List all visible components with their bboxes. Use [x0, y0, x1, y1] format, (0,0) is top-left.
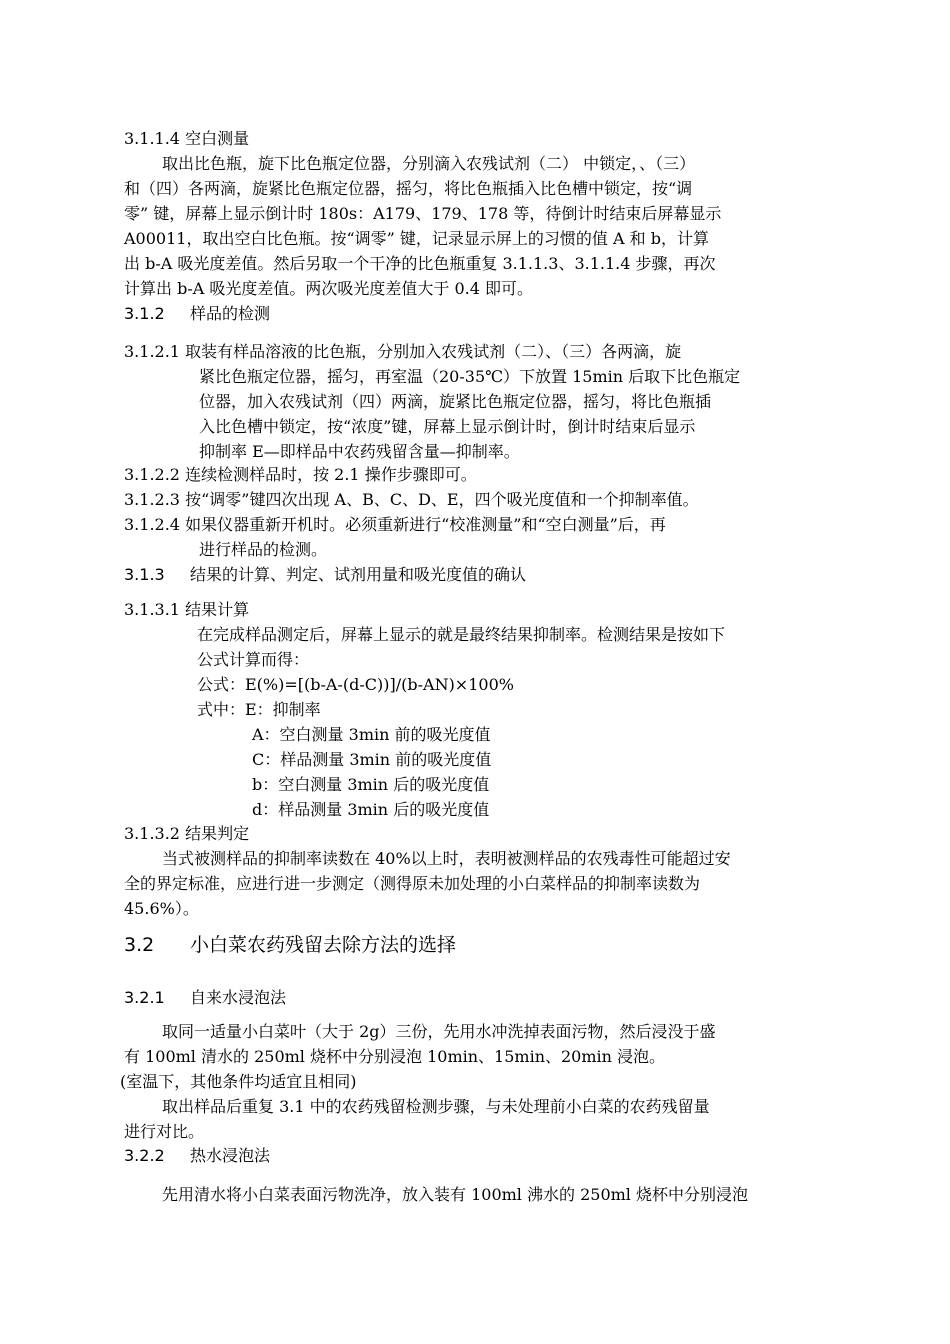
paragraph-line: 零” 键，屏幕上显示倒计时 180s：A179、179、178 等，待倒计时结束后屏幕显示 — [124, 204, 722, 223]
paragraph-line: 先用清水将小白菜表面污物洗净，放入装有 100ml 沸水的 250ml 烧杯中分别浸泡 — [162, 1185, 749, 1204]
section-number: 3.1.2 — [124, 304, 165, 323]
paragraph-line: 进行对比。 — [124, 1122, 205, 1141]
item-3124-line — [124, 512, 666, 537]
paragraph-line: (室温下，其他条件均适宜且相同) — [120, 1072, 357, 1091]
item-3121-line: 抑制率 E—即样品中农药残留含量—抑制率。 — [199, 442, 520, 461]
item-number: 3.1.2.2 — [124, 465, 180, 484]
formula-where: 式中：E：抑制率 — [197, 700, 321, 719]
item-number: 3.1.2.1 — [124, 342, 180, 361]
paragraph-line: 公式计算而得： — [197, 650, 310, 669]
item-3121-line: 入比色槽中锁定，按“浓度”键，屏幕上显示倒计时，倒计时结束后显示 — [199, 417, 696, 436]
paragraph-line: 取同一适量小白菜叶（大于 2g）三份，先用水冲洗掉表面污物，然后浸没于盛 — [162, 1022, 716, 1041]
paragraph-line: 全的界定标准，应进行进一步测定（测得原未加处理的小白菜样品的抑制率读数为 — [124, 874, 701, 893]
section-3114-heading: 3.1.1.4 空白测量 — [124, 129, 250, 148]
section-title: 小白菜农药残留去除方法的选择 — [190, 934, 457, 956]
section-title: 热水浸泡法 — [190, 1146, 271, 1165]
formula: 公式：E(%)=[(b-A-(d-C))]/(b-AN)×100% — [197, 675, 514, 694]
section-title: 自来水浸泡法 — [190, 988, 287, 1007]
section-title: 样品的检测 — [190, 304, 271, 323]
section-number: 3.2.2 — [124, 1146, 165, 1165]
paragraph-line: 取出样品后重复 3.1 中的农药残留检测步骤，与未处理前小白菜的农药残留量 — [162, 1097, 710, 1116]
section-number: 3.1.3 — [124, 565, 165, 584]
item-3121-line: 位器，加入农残试剂（四）两滴，旋紧比色瓶定位器，摇匀，将比色瓶插 — [199, 392, 712, 411]
paragraph-line: 和（四）各两滴，旋紧比色瓶定位器，摇匀，将比色瓶插入比色槽中锁定，按“调 — [124, 179, 693, 198]
paragraph-line: A00011，取出空白比色瓶。按“调零” 键，记录显示屏上的习惯的值 A 和 b，计算 — [124, 229, 709, 248]
item-text: 连续检测样品时，按 2.1 操作步骤即可。 — [185, 465, 477, 484]
paragraph-line: 在完成样品测定后，屏幕上显示的就是最终结果抑制率。检测结果是按如下 — [197, 625, 726, 644]
item-3121-line: 紧比色瓶定位器，摇匀，再室温（20-35℃）下放置 15min 后取下比色瓶定 — [199, 367, 741, 386]
section-313-heading — [124, 562, 526, 587]
formula-def: A：空白测量 3min 前的吸光度值 — [252, 725, 491, 744]
paragraph-line: 取出比色瓶，旋下比色瓶定位器，分别滴入农残试剂（二） 中锁定，、（三） — [162, 154, 696, 173]
paragraph-line: 45.6%）。 — [124, 899, 199, 918]
item-number: 3.1.2.4 — [124, 515, 180, 534]
section-3132-heading: 3.1.3.2 结果判定 — [124, 824, 250, 843]
paragraph-line: 有 100ml 清水的 250ml 烧杯中分别浸泡 10min、15min、20min 浸泡。 — [124, 1047, 666, 1066]
formula-def: C：样品测量 3min 前的吸光度值 — [252, 750, 492, 769]
item-text: 按“调零”键四次出现 A、B、C、D、E，四个吸光度值和一个抑制率值。 — [185, 490, 699, 509]
item-3124-line: 进行样品的检测。 — [199, 540, 328, 559]
formula-def: b：空白测量 3min 后的吸光度值 — [252, 775, 490, 794]
section-32-heading — [124, 933, 456, 958]
paragraph-line: 出 b-A 吸光度差值。然后另取一个干净的比色瓶重复 3.1.1.3、3.1.1.4 步骤，再次 — [124, 254, 716, 273]
section-3131-heading: 3.1.3.1 结果计算 — [124, 600, 250, 619]
item-number: 3.1.2.3 — [124, 490, 180, 509]
paragraph-line: 当式被测样品的抑制率读数在 40%以上时，表明被测样品的农残毒性可能超过安 — [162, 849, 731, 868]
section-312-heading — [124, 301, 270, 326]
section-title: 结果的计算、判定、试剂用量和吸光度值的确认 — [190, 565, 527, 584]
section-number: 3.2 — [124, 934, 155, 956]
section-321-heading — [124, 985, 286, 1010]
section-number: 3.2.1 — [124, 988, 165, 1007]
item-3121-line — [124, 339, 681, 364]
formula-def: d：样品测量 3min 后的吸光度值 — [252, 800, 490, 819]
item-text: 取装有样品溶液的比色瓶，分别加入农残试剂（二）、（三）各两滴，旋 — [185, 342, 682, 361]
section-322-heading — [124, 1143, 270, 1168]
paragraph-line: 计算出 b-A 吸光度差值。两次吸光度差值大于 0.4 即可。 — [124, 279, 533, 298]
item-3122 — [124, 462, 477, 487]
item-text: 如果仪器重新开机时。必须重新进行“校准测量”和“空白测量”后，再 — [185, 515, 666, 534]
item-3123 — [124, 487, 699, 512]
